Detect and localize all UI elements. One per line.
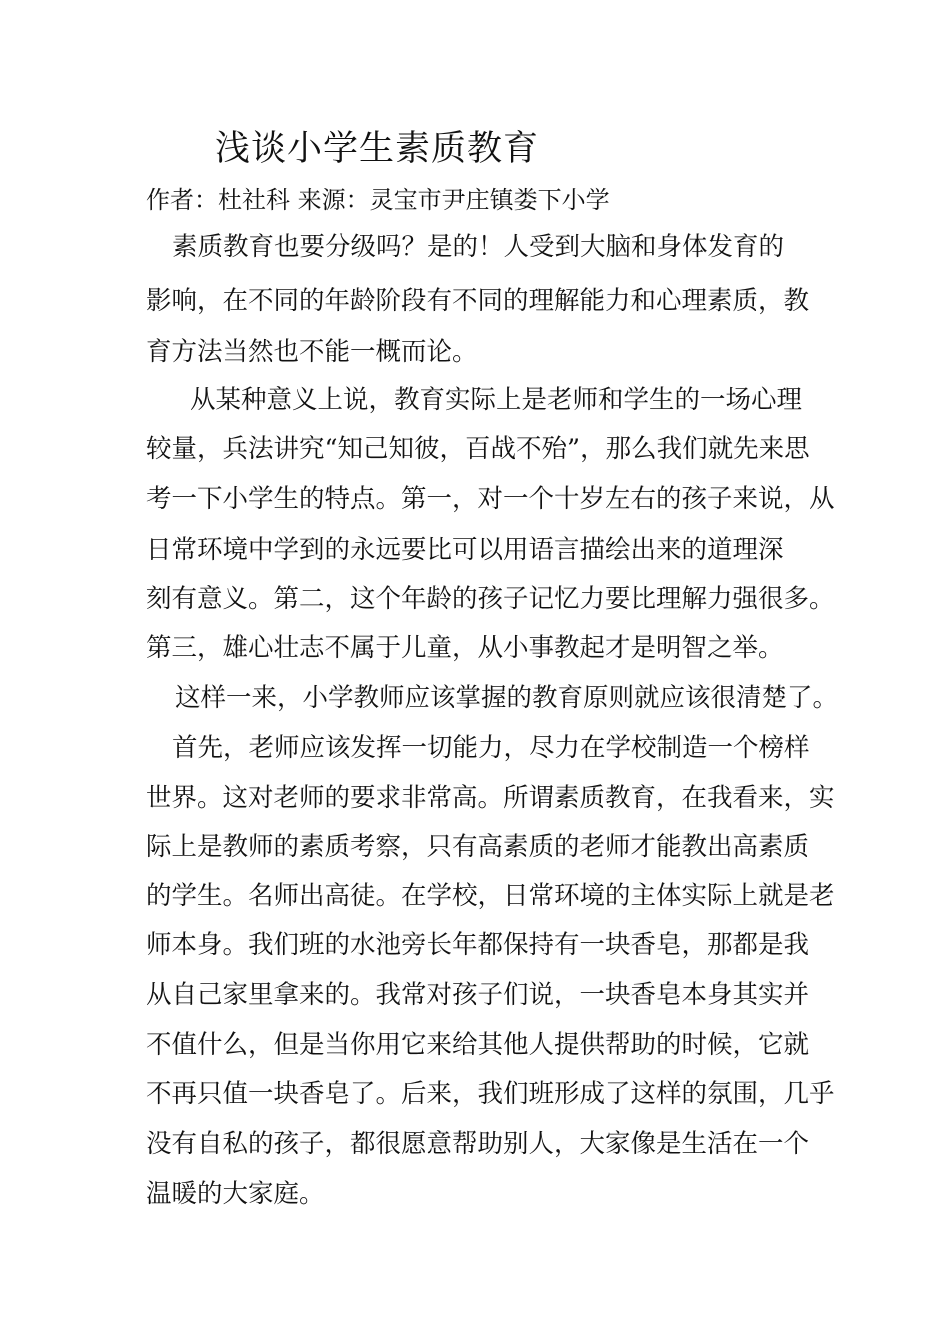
- paragraph-line: 素质教育也要分级吗？是的！人受到大脑和身体发育的: [172, 232, 785, 262]
- document-title: 浅谈小学生素质教育: [215, 129, 540, 169]
- paragraph-line: 从某种意义上说，教育实际上是老师和学生的一场心理: [190, 385, 803, 415]
- paragraph-line: 育方法当然也不能一概而论。: [146, 337, 478, 367]
- paragraph-line: 世界。这对老师的要求非常高。所谓素质教育，在我看来，实: [146, 783, 835, 813]
- paragraph-line: 的学生。名师出高徒。在学校，日常环境的主体实际上就是老: [146, 881, 835, 911]
- paragraph-line: 际上是教师的素质考察，只有高素质的老师才能教出高素质: [146, 832, 810, 862]
- paragraph-line: 这样一来，小学教师应该掌握的教育原则就应该很清楚了。: [175, 683, 839, 713]
- paragraph-line: 没有自私的孩子，都很愿意帮助别人，大家像是生活在一个: [146, 1129, 810, 1159]
- paragraph-line: 温暖的大家庭。: [146, 1179, 325, 1209]
- paragraph-line: 较量，兵法讲究“知己知彼，百战不殆”，那么我们就先来思: [146, 434, 810, 464]
- paragraph-line: 首先，老师应该发挥一切能力，尽力在学校制造一个榜样: [172, 733, 810, 763]
- paragraph-line: 影响，在不同的年龄阶段有不同的理解能力和心理素质，教: [146, 286, 810, 316]
- paragraph-line: 刻有意义。第二，这个年龄的孩子记忆力要比理解力强很多。: [146, 584, 835, 614]
- paragraph-line: 日常环境中学到的永远要比可以用语言描绘出来的道理深: [146, 535, 784, 565]
- paragraph-line: 从自己家里拿来的。我常对孩子们说，一块香皂本身其实并: [146, 980, 810, 1010]
- paragraph-line: 考一下小学生的特点。第一，对一个十岁左右的孩子来说，从: [146, 484, 835, 514]
- paragraph-line: 第三，雄心壮志不属于儿童，从小事教起才是明智之举。: [146, 633, 784, 663]
- paragraph-line: 不再只值一块香皂了。后来，我们班形成了这样的氛围，几乎: [146, 1079, 835, 1109]
- paragraph-line: 师本身。我们班的水池旁长年都保持有一块香皂，那都是我: [146, 930, 810, 960]
- paragraph-line: 不值什么，但是当你用它来给其他人提供帮助的时候，它就: [146, 1030, 810, 1060]
- author-source-line: 作者：杜社科 来源：灵宝市尹庄镇娄下小学: [146, 186, 610, 214]
